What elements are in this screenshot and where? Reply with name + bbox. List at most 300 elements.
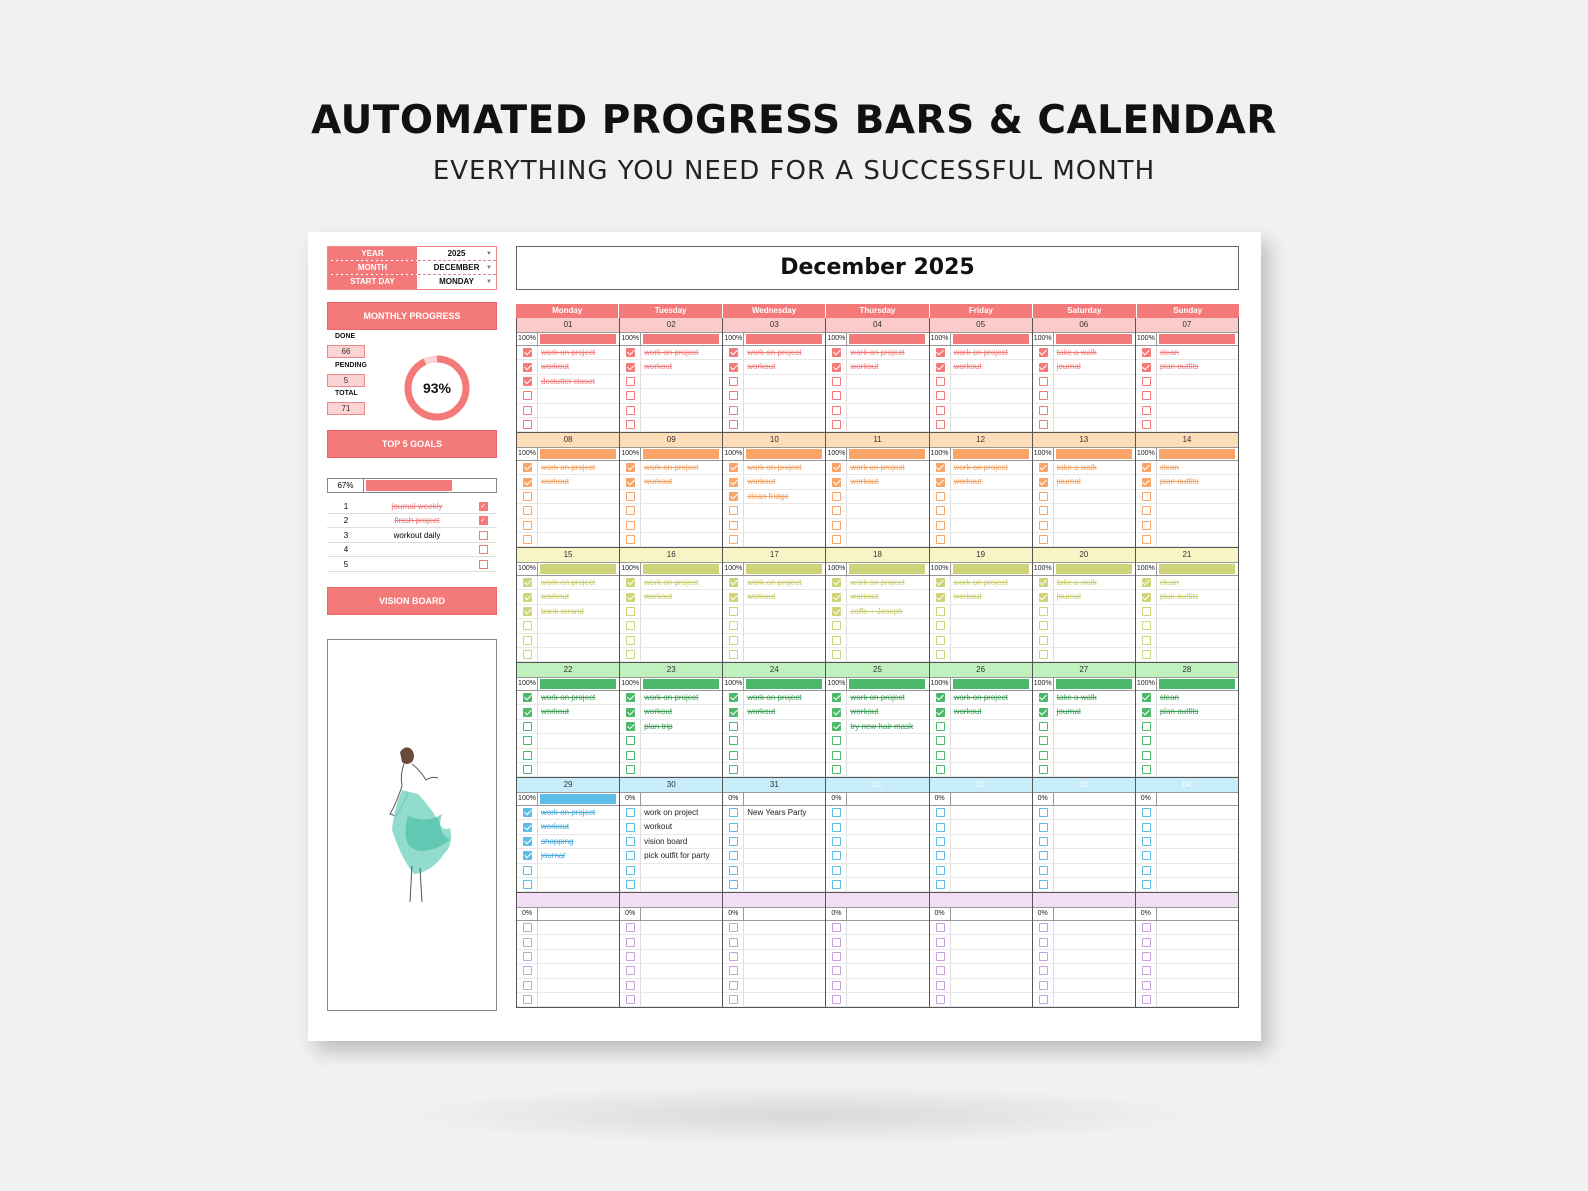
task-text[interactable] bbox=[950, 763, 1032, 776]
task-checkbox[interactable] bbox=[1142, 765, 1151, 774]
task-text[interactable] bbox=[846, 634, 928, 647]
task-text[interactable] bbox=[537, 935, 619, 948]
task-checkbox[interactable] bbox=[1039, 478, 1048, 487]
task-checkbox[interactable] bbox=[1142, 823, 1151, 832]
task-checkbox[interactable] bbox=[626, 593, 635, 602]
task-text[interactable] bbox=[950, 720, 1032, 733]
task-text[interactable]: work on project bbox=[537, 461, 619, 474]
task-checkbox[interactable] bbox=[832, 377, 841, 386]
goal-checkbox[interactable] bbox=[479, 531, 488, 540]
task-text[interactable] bbox=[537, 763, 619, 776]
task-text[interactable] bbox=[537, 921, 619, 934]
task-text[interactable] bbox=[846, 993, 928, 1006]
task-checkbox[interactable] bbox=[523, 607, 532, 616]
task-text[interactable] bbox=[846, 375, 928, 388]
task-checkbox[interactable] bbox=[1039, 693, 1048, 702]
task-checkbox[interactable] bbox=[729, 693, 738, 702]
task-text[interactable] bbox=[743, 519, 825, 532]
task-text[interactable] bbox=[1156, 504, 1238, 517]
task-checkbox[interactable] bbox=[1142, 607, 1151, 616]
task-checkbox[interactable] bbox=[1142, 377, 1151, 386]
task-checkbox[interactable] bbox=[1039, 621, 1048, 630]
task-checkbox[interactable] bbox=[936, 506, 945, 515]
task-text[interactable]: vision board bbox=[640, 835, 722, 848]
task-text[interactable] bbox=[640, 605, 722, 618]
task-text[interactable] bbox=[950, 619, 1032, 632]
task-text[interactable] bbox=[1053, 605, 1135, 618]
task-checkbox[interactable] bbox=[729, 391, 738, 400]
task-text[interactable] bbox=[1053, 878, 1135, 891]
task-checkbox[interactable] bbox=[1142, 348, 1151, 357]
task-checkbox[interactable] bbox=[1142, 650, 1151, 659]
task-text[interactable] bbox=[1053, 864, 1135, 877]
task-checkbox[interactable] bbox=[729, 478, 738, 487]
task-text[interactable] bbox=[950, 404, 1032, 417]
task-text[interactable] bbox=[1156, 734, 1238, 747]
task-text[interactable] bbox=[1156, 648, 1238, 661]
task-text[interactable] bbox=[743, 389, 825, 402]
task-checkbox[interactable] bbox=[1142, 478, 1151, 487]
task-checkbox[interactable] bbox=[1142, 578, 1151, 587]
task-checkbox[interactable] bbox=[626, 521, 635, 530]
task-checkbox[interactable] bbox=[936, 621, 945, 630]
task-checkbox[interactable] bbox=[729, 521, 738, 530]
task-checkbox[interactable] bbox=[523, 463, 532, 472]
task-checkbox[interactable] bbox=[1142, 923, 1151, 932]
task-text[interactable] bbox=[1053, 921, 1135, 934]
task-checkbox[interactable] bbox=[626, 377, 635, 386]
task-text[interactable] bbox=[640, 950, 722, 963]
task-checkbox[interactable] bbox=[729, 420, 738, 429]
task-text[interactable] bbox=[846, 533, 928, 546]
task-checkbox[interactable] bbox=[936, 478, 945, 487]
task-checkbox[interactable] bbox=[936, 995, 945, 1004]
task-text[interactable]: plan trip bbox=[640, 720, 722, 733]
task-checkbox[interactable] bbox=[626, 722, 635, 731]
task-checkbox[interactable] bbox=[832, 708, 841, 717]
task-text[interactable] bbox=[743, 763, 825, 776]
task-text[interactable]: clean bbox=[1156, 346, 1238, 359]
task-checkbox[interactable] bbox=[729, 823, 738, 832]
task-checkbox[interactable] bbox=[1039, 593, 1048, 602]
task-text[interactable] bbox=[1156, 950, 1238, 963]
task-checkbox[interactable] bbox=[936, 636, 945, 645]
task-text[interactable] bbox=[846, 648, 928, 661]
task-text[interactable] bbox=[537, 734, 619, 747]
task-text[interactable] bbox=[743, 820, 825, 833]
task-checkbox[interactable] bbox=[523, 952, 532, 961]
task-checkbox[interactable] bbox=[1039, 751, 1048, 760]
task-checkbox[interactable] bbox=[936, 823, 945, 832]
task-checkbox[interactable] bbox=[523, 478, 532, 487]
task-checkbox[interactable] bbox=[1142, 363, 1151, 372]
task-checkbox[interactable] bbox=[936, 851, 945, 860]
task-text[interactable] bbox=[1053, 835, 1135, 848]
task-checkbox[interactable] bbox=[523, 837, 532, 846]
task-checkbox[interactable] bbox=[1039, 938, 1048, 947]
task-checkbox[interactable] bbox=[626, 636, 635, 645]
task-text[interactable] bbox=[846, 404, 928, 417]
task-text[interactable]: take a walk bbox=[1053, 346, 1135, 359]
task-text[interactable] bbox=[640, 418, 722, 431]
task-checkbox[interactable] bbox=[1142, 593, 1151, 602]
task-text[interactable]: plan outfits bbox=[1156, 475, 1238, 488]
task-checkbox[interactable] bbox=[832, 981, 841, 990]
task-checkbox[interactable] bbox=[729, 506, 738, 515]
task-text[interactable]: work on project bbox=[950, 461, 1032, 474]
task-text[interactable] bbox=[950, 820, 1032, 833]
task-text[interactable] bbox=[537, 749, 619, 762]
task-checkbox[interactable] bbox=[832, 722, 841, 731]
task-text[interactable]: workout bbox=[743, 360, 825, 373]
task-text[interactable] bbox=[537, 648, 619, 661]
task-text[interactable] bbox=[1156, 634, 1238, 647]
task-text[interactable] bbox=[846, 849, 928, 862]
task-text[interactable] bbox=[743, 619, 825, 632]
task-text[interactable]: workout bbox=[846, 475, 928, 488]
task-checkbox[interactable] bbox=[626, 463, 635, 472]
task-checkbox[interactable] bbox=[832, 966, 841, 975]
task-checkbox[interactable] bbox=[1142, 966, 1151, 975]
task-checkbox[interactable] bbox=[626, 578, 635, 587]
task-checkbox[interactable] bbox=[626, 708, 635, 717]
task-checkbox[interactable] bbox=[523, 938, 532, 947]
task-checkbox[interactable] bbox=[626, 995, 635, 1004]
task-text[interactable] bbox=[950, 634, 1032, 647]
task-checkbox[interactable] bbox=[523, 420, 532, 429]
task-checkbox[interactable] bbox=[1039, 765, 1048, 774]
task-checkbox[interactable] bbox=[523, 923, 532, 932]
task-checkbox[interactable] bbox=[832, 621, 841, 630]
year-select[interactable] bbox=[417, 247, 496, 260]
task-checkbox[interactable] bbox=[729, 722, 738, 731]
task-checkbox[interactable] bbox=[626, 966, 635, 975]
task-text[interactable] bbox=[640, 993, 722, 1006]
task-checkbox[interactable] bbox=[832, 420, 841, 429]
task-checkbox[interactable] bbox=[1039, 506, 1048, 515]
task-text[interactable] bbox=[1053, 648, 1135, 661]
task-text[interactable] bbox=[1156, 389, 1238, 402]
task-text[interactable]: plan outfits bbox=[1156, 705, 1238, 718]
task-checkbox[interactable] bbox=[626, 765, 635, 774]
task-text[interactable] bbox=[1156, 849, 1238, 862]
task-checkbox[interactable] bbox=[1142, 521, 1151, 530]
goal-checkbox[interactable] bbox=[479, 516, 488, 525]
task-text[interactable] bbox=[743, 533, 825, 546]
task-text[interactable]: work on project bbox=[846, 461, 928, 474]
task-checkbox[interactable] bbox=[1039, 708, 1048, 717]
task-text[interactable]: workout bbox=[950, 705, 1032, 718]
task-text[interactable] bbox=[1053, 389, 1135, 402]
task-checkbox[interactable] bbox=[1142, 463, 1151, 472]
task-checkbox[interactable] bbox=[936, 578, 945, 587]
task-text[interactable] bbox=[846, 389, 928, 402]
task-text[interactable]: workout bbox=[640, 360, 722, 373]
task-checkbox[interactable] bbox=[523, 636, 532, 645]
task-checkbox[interactable] bbox=[523, 578, 532, 587]
task-checkbox[interactable] bbox=[1142, 837, 1151, 846]
task-text[interactable] bbox=[537, 950, 619, 963]
task-text[interactable] bbox=[1053, 418, 1135, 431]
task-text[interactable]: work on project bbox=[743, 461, 825, 474]
task-checkbox[interactable] bbox=[523, 621, 532, 630]
task-checkbox[interactable] bbox=[523, 693, 532, 702]
task-text[interactable] bbox=[846, 835, 928, 848]
task-text[interactable]: work on project bbox=[743, 576, 825, 589]
task-text[interactable]: work on project bbox=[640, 461, 722, 474]
task-text[interactable]: bank errand bbox=[537, 605, 619, 618]
task-text[interactable]: journal bbox=[1053, 475, 1135, 488]
task-checkbox[interactable] bbox=[729, 406, 738, 415]
task-text[interactable] bbox=[1156, 878, 1238, 891]
task-checkbox[interactable] bbox=[936, 463, 945, 472]
task-checkbox[interactable] bbox=[729, 636, 738, 645]
task-text[interactable]: work on project bbox=[537, 806, 619, 819]
task-checkbox[interactable] bbox=[729, 923, 738, 932]
task-checkbox[interactable] bbox=[1142, 880, 1151, 889]
task-checkbox[interactable] bbox=[1142, 420, 1151, 429]
task-text[interactable] bbox=[950, 504, 1032, 517]
task-text[interactable]: work on project bbox=[950, 346, 1032, 359]
task-text[interactable] bbox=[743, 605, 825, 618]
task-checkbox[interactable] bbox=[936, 492, 945, 501]
task-checkbox[interactable] bbox=[729, 708, 738, 717]
task-checkbox[interactable] bbox=[1039, 923, 1048, 932]
goal-checkbox[interactable] bbox=[479, 560, 488, 569]
task-checkbox[interactable] bbox=[626, 923, 635, 932]
task-text[interactable] bbox=[1156, 835, 1238, 848]
task-checkbox[interactable] bbox=[832, 808, 841, 817]
task-text[interactable] bbox=[1156, 935, 1238, 948]
task-text[interactable] bbox=[846, 964, 928, 977]
task-checkbox[interactable] bbox=[1039, 995, 1048, 1004]
task-text[interactable] bbox=[950, 921, 1032, 934]
task-text[interactable]: take a walk bbox=[1053, 576, 1135, 589]
task-checkbox[interactable] bbox=[729, 938, 738, 947]
goal-text[interactable] bbox=[365, 543, 469, 556]
task-checkbox[interactable] bbox=[626, 406, 635, 415]
task-checkbox[interactable] bbox=[729, 593, 738, 602]
task-checkbox[interactable] bbox=[523, 736, 532, 745]
task-checkbox[interactable] bbox=[936, 880, 945, 889]
task-checkbox[interactable] bbox=[936, 348, 945, 357]
task-text[interactable] bbox=[537, 490, 619, 503]
task-checkbox[interactable] bbox=[729, 808, 738, 817]
task-checkbox[interactable] bbox=[1142, 938, 1151, 947]
task-checkbox[interactable] bbox=[1142, 708, 1151, 717]
task-text[interactable]: work on project bbox=[950, 576, 1032, 589]
task-text[interactable] bbox=[1156, 533, 1238, 546]
task-checkbox[interactable] bbox=[523, 966, 532, 975]
task-text[interactable] bbox=[950, 878, 1032, 891]
task-text[interactable] bbox=[846, 935, 928, 948]
task-text[interactable]: pick outfit for party bbox=[640, 849, 722, 862]
task-text[interactable]: work on project bbox=[743, 691, 825, 704]
task-text[interactable] bbox=[1053, 533, 1135, 546]
task-text[interactable]: workout bbox=[640, 475, 722, 488]
task-text[interactable] bbox=[743, 964, 825, 977]
task-text[interactable] bbox=[1053, 720, 1135, 733]
task-checkbox[interactable] bbox=[1142, 391, 1151, 400]
task-checkbox[interactable] bbox=[832, 866, 841, 875]
task-text[interactable]: workout bbox=[537, 590, 619, 603]
task-text[interactable]: take a walk bbox=[1053, 461, 1135, 474]
task-text[interactable] bbox=[950, 864, 1032, 877]
task-checkbox[interactable] bbox=[626, 751, 635, 760]
task-text[interactable]: work on project bbox=[846, 691, 928, 704]
task-text[interactable] bbox=[743, 634, 825, 647]
task-checkbox[interactable] bbox=[1142, 736, 1151, 745]
task-text[interactable]: workout bbox=[640, 705, 722, 718]
task-text[interactable] bbox=[846, 418, 928, 431]
task-text[interactable] bbox=[1053, 490, 1135, 503]
task-text[interactable]: work on project bbox=[743, 346, 825, 359]
task-checkbox[interactable] bbox=[1039, 981, 1048, 990]
goal-text[interactable]: workout daily bbox=[393, 530, 441, 540]
task-text[interactable] bbox=[743, 950, 825, 963]
task-text[interactable] bbox=[1053, 993, 1135, 1006]
task-checkbox[interactable] bbox=[1039, 535, 1048, 544]
task-checkbox[interactable] bbox=[626, 736, 635, 745]
task-text[interactable] bbox=[743, 935, 825, 948]
task-checkbox[interactable] bbox=[832, 348, 841, 357]
task-checkbox[interactable] bbox=[832, 851, 841, 860]
task-checkbox[interactable] bbox=[1039, 736, 1048, 745]
task-checkbox[interactable] bbox=[1142, 995, 1151, 1004]
task-text[interactable] bbox=[1156, 375, 1238, 388]
task-text[interactable] bbox=[1156, 490, 1238, 503]
task-text[interactable]: shopping bbox=[537, 835, 619, 848]
task-text[interactable] bbox=[846, 806, 928, 819]
task-checkbox[interactable] bbox=[729, 751, 738, 760]
task-text[interactable] bbox=[537, 979, 619, 992]
task-text[interactable] bbox=[846, 619, 928, 632]
task-text[interactable] bbox=[950, 849, 1032, 862]
task-checkbox[interactable] bbox=[832, 506, 841, 515]
task-checkbox[interactable] bbox=[729, 995, 738, 1004]
task-checkbox[interactable] bbox=[626, 808, 635, 817]
goal-checkbox[interactable] bbox=[479, 502, 488, 511]
task-checkbox[interactable] bbox=[729, 952, 738, 961]
task-checkbox[interactable] bbox=[936, 377, 945, 386]
task-text[interactable]: work on project bbox=[640, 346, 722, 359]
task-checkbox[interactable] bbox=[523, 981, 532, 990]
task-text[interactable]: clean bbox=[1156, 576, 1238, 589]
task-checkbox[interactable] bbox=[1039, 406, 1048, 415]
task-checkbox[interactable] bbox=[1039, 650, 1048, 659]
task-text[interactable] bbox=[537, 878, 619, 891]
task-text[interactable] bbox=[537, 533, 619, 546]
task-text[interactable]: work on project bbox=[640, 806, 722, 819]
task-checkbox[interactable] bbox=[626, 693, 635, 702]
task-text[interactable]: workout bbox=[537, 360, 619, 373]
task-text[interactable] bbox=[537, 864, 619, 877]
task-checkbox[interactable] bbox=[729, 578, 738, 587]
task-checkbox[interactable] bbox=[1039, 966, 1048, 975]
task-text[interactable] bbox=[1156, 404, 1238, 417]
task-checkbox[interactable] bbox=[1142, 722, 1151, 731]
task-text[interactable]: workout bbox=[537, 705, 619, 718]
task-text[interactable] bbox=[743, 504, 825, 517]
task-checkbox[interactable] bbox=[1039, 837, 1048, 846]
task-checkbox[interactable] bbox=[936, 966, 945, 975]
task-checkbox[interactable] bbox=[626, 866, 635, 875]
task-checkbox[interactable] bbox=[626, 348, 635, 357]
task-text[interactable]: workout bbox=[743, 475, 825, 488]
task-checkbox[interactable] bbox=[832, 923, 841, 932]
task-text[interactable] bbox=[640, 389, 722, 402]
task-checkbox[interactable] bbox=[523, 995, 532, 1004]
task-checkbox[interactable] bbox=[1039, 952, 1048, 961]
task-checkbox[interactable] bbox=[1142, 808, 1151, 817]
task-text[interactable] bbox=[743, 749, 825, 762]
task-text[interactable] bbox=[1053, 950, 1135, 963]
task-text[interactable] bbox=[846, 763, 928, 776]
task-text[interactable] bbox=[950, 418, 1032, 431]
task-text[interactable] bbox=[743, 720, 825, 733]
task-text[interactable] bbox=[1053, 979, 1135, 992]
task-text[interactable] bbox=[846, 749, 928, 762]
task-checkbox[interactable] bbox=[832, 391, 841, 400]
goal-text[interactable] bbox=[365, 558, 469, 571]
task-text[interactable] bbox=[1053, 375, 1135, 388]
task-text[interactable] bbox=[846, 950, 928, 963]
task-checkbox[interactable] bbox=[1039, 636, 1048, 645]
task-checkbox[interactable] bbox=[1142, 406, 1151, 415]
task-text[interactable]: clean fridge bbox=[743, 490, 825, 503]
task-text[interactable]: work on project bbox=[846, 346, 928, 359]
task-text[interactable]: clean bbox=[1156, 691, 1238, 704]
task-text[interactable] bbox=[640, 519, 722, 532]
task-text[interactable]: workout bbox=[950, 475, 1032, 488]
task-checkbox[interactable] bbox=[936, 736, 945, 745]
task-text[interactable] bbox=[640, 533, 722, 546]
task-checkbox[interactable] bbox=[832, 765, 841, 774]
task-text[interactable] bbox=[1053, 504, 1135, 517]
task-checkbox[interactable] bbox=[626, 535, 635, 544]
task-checkbox[interactable] bbox=[1142, 981, 1151, 990]
task-checkbox[interactable] bbox=[626, 837, 635, 846]
task-text[interactable]: try new hair mask bbox=[846, 720, 928, 733]
task-checkbox[interactable] bbox=[729, 650, 738, 659]
task-checkbox[interactable] bbox=[626, 823, 635, 832]
task-text[interactable] bbox=[640, 763, 722, 776]
task-text[interactable]: plan outfits bbox=[1156, 590, 1238, 603]
task-text[interactable] bbox=[950, 389, 1032, 402]
task-checkbox[interactable] bbox=[1039, 866, 1048, 875]
task-text[interactable]: workout bbox=[846, 705, 928, 718]
goal-checkbox[interactable] bbox=[479, 545, 488, 554]
task-checkbox[interactable] bbox=[832, 593, 841, 602]
task-text[interactable] bbox=[640, 878, 722, 891]
task-text[interactable] bbox=[640, 648, 722, 661]
task-text[interactable] bbox=[846, 979, 928, 992]
task-checkbox[interactable] bbox=[832, 492, 841, 501]
task-text[interactable] bbox=[1156, 519, 1238, 532]
task-checkbox[interactable] bbox=[1142, 506, 1151, 515]
task-checkbox[interactable] bbox=[729, 607, 738, 616]
task-text[interactable]: journal bbox=[537, 849, 619, 862]
task-text[interactable]: workout bbox=[537, 820, 619, 833]
task-text[interactable] bbox=[640, 634, 722, 647]
task-checkbox[interactable] bbox=[936, 923, 945, 932]
task-text[interactable]: work on project bbox=[950, 691, 1032, 704]
task-text[interactable] bbox=[640, 979, 722, 992]
task-checkbox[interactable] bbox=[729, 463, 738, 472]
task-text[interactable] bbox=[1053, 404, 1135, 417]
task-text[interactable] bbox=[537, 519, 619, 532]
task-checkbox[interactable] bbox=[1142, 492, 1151, 501]
